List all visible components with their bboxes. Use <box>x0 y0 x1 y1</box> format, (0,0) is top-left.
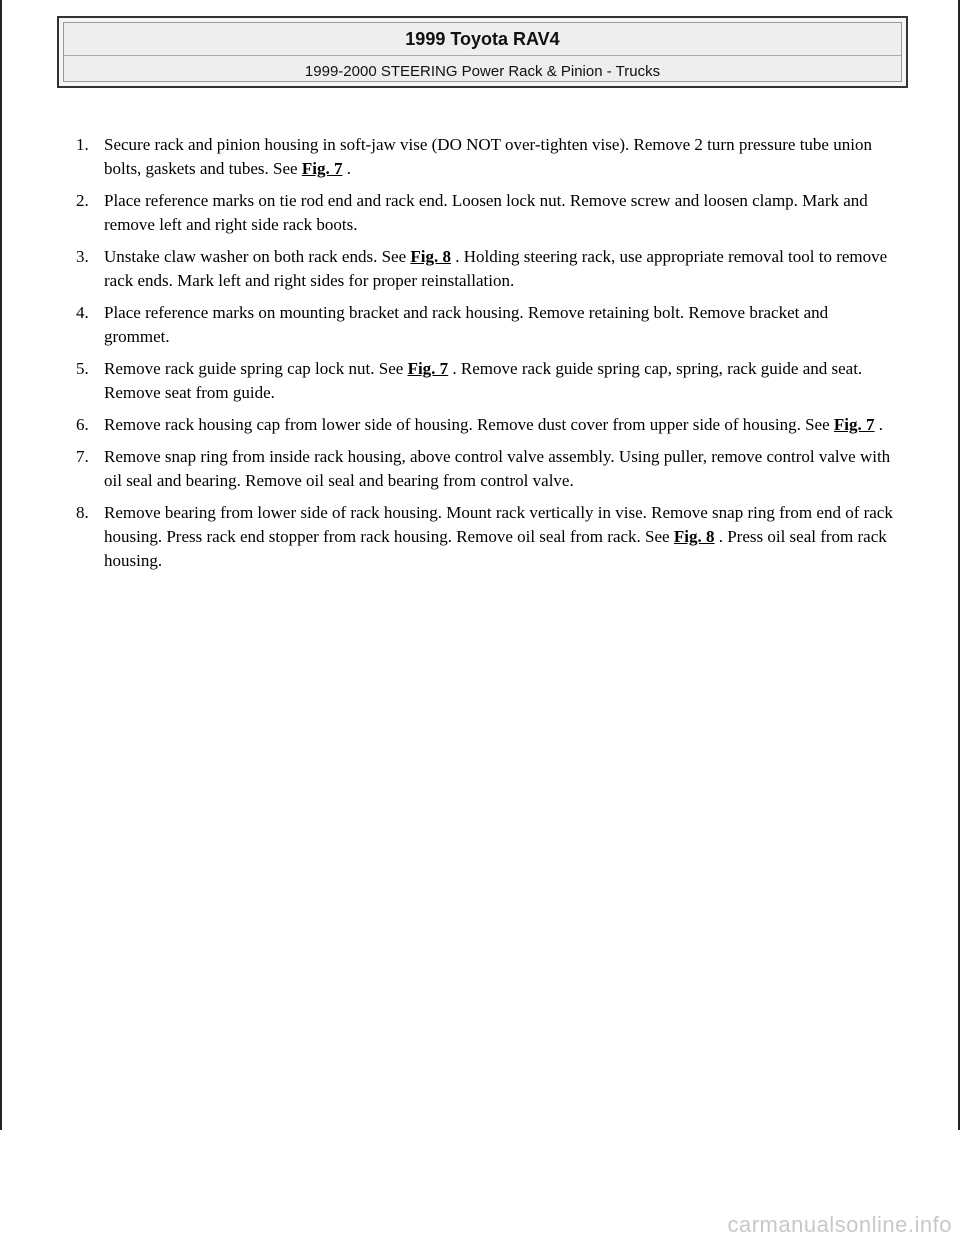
step-number: 7. <box>76 447 89 466</box>
step-number: 1. <box>76 135 89 154</box>
procedure-content <box>76 133 896 581</box>
step-number: 4. <box>76 303 89 322</box>
step-text: Place reference marks on mounting bracket and rack housing. Remove retaining bolt. Remove bracket and grommet. <box>104 303 829 346</box>
step-text: Remove rack housing cap from lower side of housing. Remove dust cover from upper side of housing. See <box>104 415 834 434</box>
watermark: carmanualsonline.info <box>727 1212 952 1237</box>
step-item <box>76 245 896 293</box>
page-header-inner <box>63 22 902 82</box>
step-text: Remove rack guide spring cap lock nut. See <box>104 359 408 378</box>
step-item <box>76 357 896 405</box>
step-text: Remove snap ring from inside rack housing, above control valve assembly. Using puller, remove control valve with oil seal and bearing. Remove oil seal and bearing from control valve. <box>104 447 891 490</box>
fig-8-link[interactable]: Fig. 8 <box>410 247 451 266</box>
step-text: Remove bearing from lower side of rack housing. Mount rack vertically in vise. Remove snap ring from end of rack housing. Press rack end stopper from rack housing. Remove oil seal from rack. See <box>104 503 893 546</box>
fig-8-link[interactable]: Fig. 8 <box>673 527 715 546</box>
step-number: 2. <box>76 191 89 210</box>
step-item <box>76 133 896 181</box>
step-text: Place reference marks on tie rod end and rack end. Loosen lock nut. Remove screw and loosen clamp. Mark and remove left and right side rack boots. <box>104 191 868 234</box>
step-text: Unstake claw washer on both rack ends. See <box>104 247 411 266</box>
step-number: 3. <box>76 247 89 266</box>
page-title: 1999 Toyota RAV4 <box>405 29 560 49</box>
fig-7-link[interactable]: Fig. 7 <box>407 359 449 378</box>
header-divider <box>64 55 901 56</box>
step-item <box>76 301 896 349</box>
step-item <box>76 501 896 573</box>
procedure-steps <box>76 133 896 573</box>
step-text-after: . <box>874 415 884 434</box>
page-subtitle: 1999-2000 STEERING Power Rack & Pinion - Trucks <box>304 63 661 80</box>
page-border-left <box>0 0 2 1130</box>
step-item <box>76 189 896 237</box>
step-text: Secure rack and pinion housing in soft-jaw vise (DO NOT over-tighten vise). Remove 2 turn pressure tube union bolts, gaskets and tubes. See <box>104 135 872 178</box>
step-item <box>76 445 896 493</box>
step-number: 8. <box>76 503 89 522</box>
page-header <box>57 16 908 88</box>
step-text-after: . Press oil seal from rack housing. <box>104 527 887 570</box>
fig-7-link[interactable]: Fig. 7 <box>301 159 343 178</box>
step-text-after: . <box>342 159 351 178</box>
step-number: 6. <box>76 415 89 434</box>
step-text-after: . Holding steering rack, use appropriate removal tool to remove rack ends. Mark left and right sides for proper reinstallation. <box>104 247 888 290</box>
step-item <box>76 413 896 437</box>
step-text-after: . Remove rack guide spring cap, spring, rack guide and seat. Remove seat from guide. <box>104 359 863 402</box>
fig-7-link[interactable]: Fig. 7 <box>833 415 875 434</box>
step-number: 5. <box>76 359 89 378</box>
